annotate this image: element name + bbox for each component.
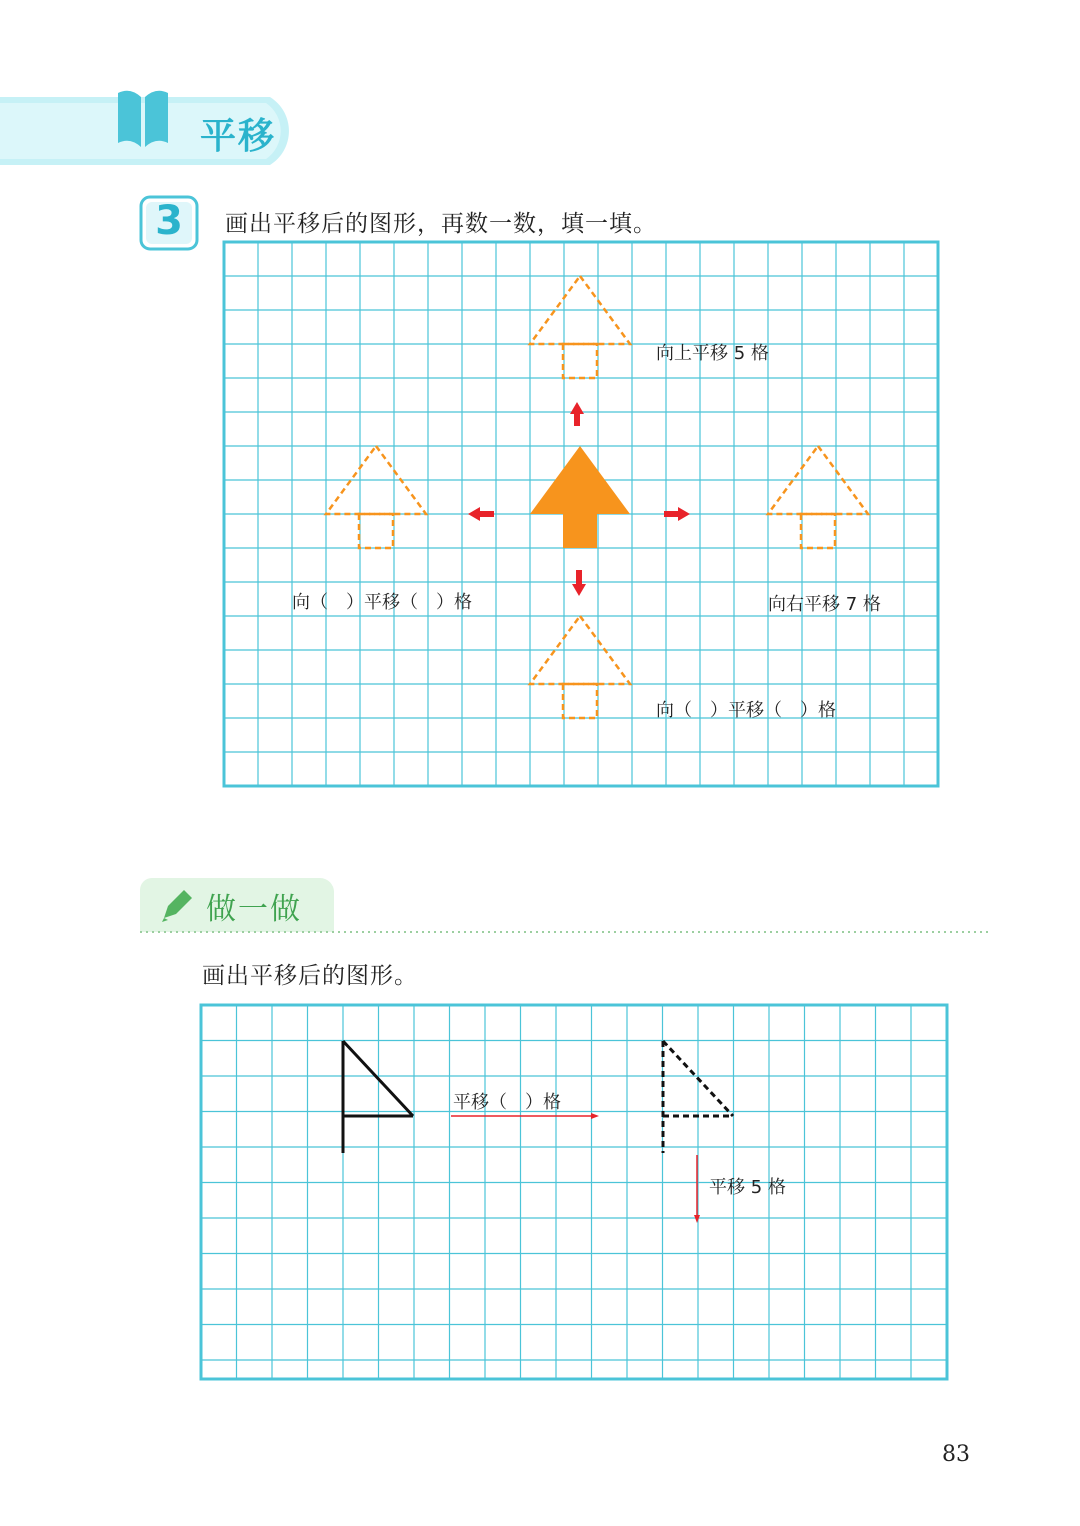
activity-title: 做一做 xyxy=(206,892,302,927)
arrow-down-line-icon xyxy=(694,1155,700,1223)
exercise-number: 3 xyxy=(155,198,183,244)
label-up: 向上平移 5 格 xyxy=(656,343,769,364)
label-right: 向右平移 7 格 xyxy=(768,594,881,615)
dashed-house-left xyxy=(326,446,426,548)
dashed-house-up xyxy=(530,276,630,378)
grid-exercise-3 xyxy=(222,240,940,788)
grid-activity xyxy=(199,1003,949,1381)
arrow-right-icon xyxy=(664,507,690,521)
activity-instruction: 画出平移后的图形。 xyxy=(202,963,418,989)
label-left: 向（ ）平移（ ）格 xyxy=(292,592,472,613)
label-vertical: 平移 5 格 xyxy=(709,1177,786,1198)
arrow-right-line-icon xyxy=(451,1113,599,1119)
label-horizontal: 平移（ ）格 xyxy=(453,1092,561,1113)
arrow-up-icon xyxy=(570,402,584,426)
arrow-down-icon xyxy=(572,570,586,596)
exercise-instruction: 画出平移后的图形，再数一数，填一填。 xyxy=(225,211,657,237)
grid-lines xyxy=(201,1005,947,1379)
solid-house-shape xyxy=(530,446,630,548)
dashed-house-down xyxy=(530,616,630,718)
dashed-house-right xyxy=(768,446,868,548)
section-title: 平移 xyxy=(200,116,277,157)
page-number: 83 xyxy=(942,1442,970,1467)
section-header xyxy=(0,85,330,175)
arrow-left-icon xyxy=(468,507,494,521)
label-down: 向（ ）平移（ ）格 xyxy=(656,700,836,721)
